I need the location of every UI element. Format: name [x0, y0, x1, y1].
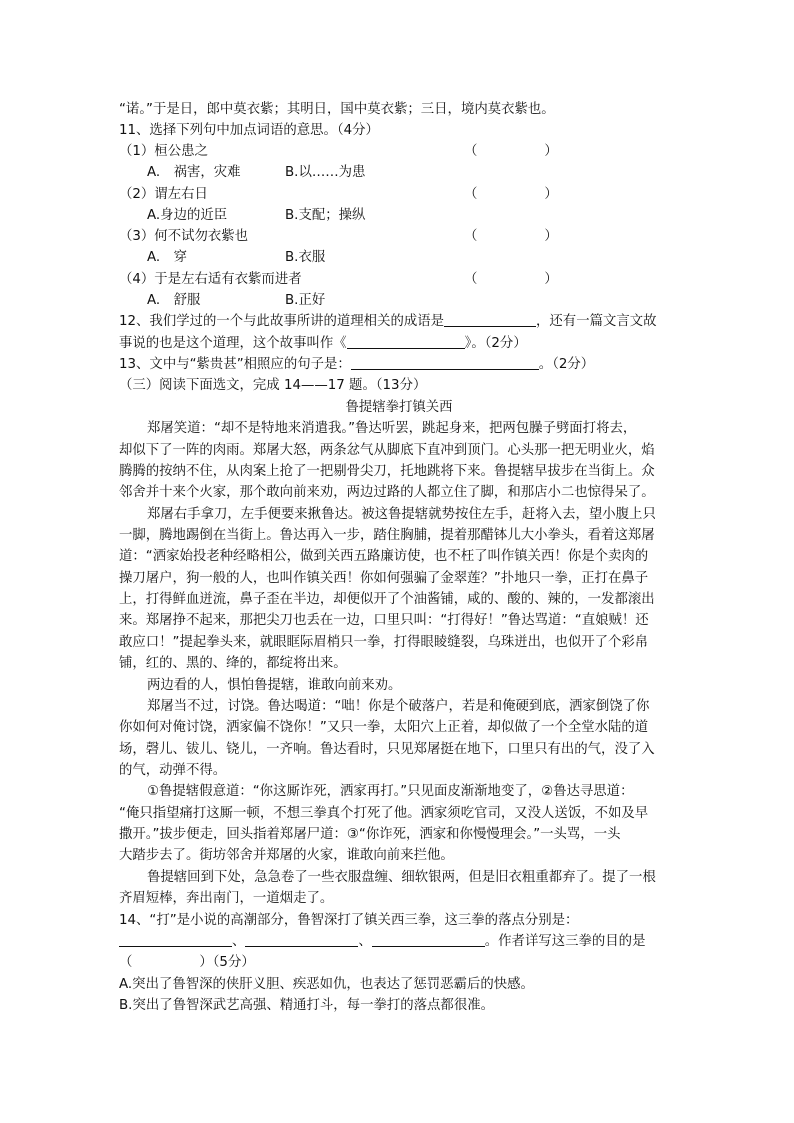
passage-line: 一脚，腾地踢倒在当街上。鲁达再入一步，踏住胸脯，提着那醋钵儿大小拳头，看着这郑屠 — [119, 528, 655, 543]
question-11-item-2 — [119, 184, 679, 206]
option-b: B.衣服 — [285, 250, 326, 265]
passage-line: 铺，红的、黑的、绛的，都绽将出来。 — [119, 656, 347, 671]
passage-line: 道：“洒家始投老种经略相公，做到关西五路廉访使，也不枉了叫作镇关西！你是个卖肉的 — [119, 549, 649, 564]
question-13 — [119, 354, 679, 376]
option-b: B.支配；操纵 — [285, 208, 366, 223]
answer-parentheses: （ ） — [464, 144, 558, 159]
answer-parentheses: （ ） — [464, 272, 558, 287]
answer-parentheses: （ ） — [464, 187, 558, 202]
question-14-answer-paren: （ ）（5分） — [119, 955, 255, 970]
item-text: （3）何不试勿衣紫也 — [119, 229, 249, 244]
item-text: （1）桓公患之 — [119, 144, 208, 159]
passage-line: 撒开。”拔步便走，回头指着郑屠尸道：③“你诈死，洒家和你慢慢理会。”一头骂，一头 — [119, 827, 621, 842]
separator: 、 — [358, 934, 372, 949]
passage-line: 郑屠右手拿刀，左手便要来揪鲁达。被这鲁提辖就势按住左手，赶将入去，望小腹上只 — [147, 507, 656, 522]
passage-line: 你如何对俺讨饶，洒家偏不饶你！”又只一拳，太阳穴上正着，却似做了一个全堂水陆的道 — [119, 720, 649, 735]
option-a: A. 舒服 — [147, 293, 201, 308]
passage-line: 上，打得鲜血迸流，鼻子歪在半边，却便似开了个油酱铺，咸的、酸的、辣的，一发都滚出 — [119, 592, 655, 607]
passage-line: 齐眉短棒，奔出南门，一道烟走了。 — [119, 891, 334, 906]
section-3-heading: （三）阅读下面选文，完成 14——17 题。（13分） — [119, 378, 427, 393]
question-12-line-1 — [119, 311, 679, 333]
answer-blank[interactable] — [245, 932, 358, 947]
passage-line: 郑屠当不过，讨饶。鲁达喝道：“咄！你是个破落户，若是和俺硬到底，洒家倒饶了你 — [147, 699, 650, 714]
passage-line: “俺只指望痛打这厮一顿，不想三拳真个打死了他。洒家须吃官司，又没人送饭，不如及早 — [119, 806, 649, 821]
passage-line: 腾腾的按纳不住，从肉案上抢了一把剔骨尖刀，托地跳将下来。鲁提辖早拔步在当街上。众 — [119, 464, 655, 479]
separator: 、 — [232, 934, 246, 949]
answer-blank[interactable] — [351, 355, 539, 370]
passage-line: 邻舍并十来个火家，那个敢向前来劝，两边过路的人都立住了脚，和那店小二也惊得呆了。 — [119, 485, 655, 500]
option-a: A. 穿 — [147, 250, 187, 265]
passage-line: ①鲁提辖假意道：“你这厮诈死，洒家再打。”只见面皮渐渐地变了，②鲁达寻思道： — [147, 784, 634, 799]
question-11-item-1 — [119, 141, 679, 163]
option-b: B.以……为患 — [285, 165, 366, 180]
question-text: 。（2分） — [538, 357, 595, 372]
question-text: 13、文中与“紫贵甚”相照应的句子是： — [119, 357, 351, 372]
item-text: （4）于是左右适有衣紫而进者 — [119, 272, 302, 287]
passage-line: 场，磬儿、钹儿、铙儿，一齐响。鲁达看时，只见郑屠挺在地下，口里只有出的气，没了入 — [119, 742, 655, 757]
question-11: 11、选择下列句中加点词语的意思。（4分） — [119, 123, 379, 138]
question-text: 》。（2分） — [464, 336, 527, 351]
question-text: ，还有一篇文言文故 — [536, 314, 657, 329]
item-text: （2）谓左右日 — [119, 187, 208, 202]
question-14-option-b: B.突出了鲁智深武艺高强、精通打斗，每一拳打的落点都很准。 — [119, 998, 494, 1013]
question-14-blanks — [119, 931, 679, 953]
question-11-options-2 — [147, 205, 707, 227]
passage-line: 操刀屠户，狗一般的人，也叫作镇关西！你如何强骗了金翠莲？”扑地只一拳，正打在鼻子 — [119, 571, 649, 586]
passage-line: 两边看的人，惧怕鲁提辖，谁敢向前来劝。 — [147, 678, 402, 693]
passage-line: 郑屠笑道：“却不是特地来消遣我。”鲁达听罢，跳起身来，把两包臊子劈面打将去， — [147, 421, 637, 436]
question-11-item-3 — [119, 226, 679, 248]
passage-line: 敢应口！”提起拳头来，就眼眶际眉梢只一拳，打得眼睖缝裂，乌珠迸出，也似开了个彩帛 — [119, 635, 649, 650]
option-a: A.身边的近臣 — [147, 208, 228, 223]
passage-line: 大踏步去了。街坊邻舍并郑屠的火家，谁敢向前来拦他。 — [119, 848, 454, 863]
question-text: 。作者详写这三拳的目的是 — [484, 934, 646, 949]
question-11-options-1 — [147, 162, 707, 184]
question-12-line-2 — [119, 333, 679, 355]
question-11-item-4 — [119, 269, 679, 291]
question-text: 12、我们学过的一个与此故事所讲的道理相关的成语是 — [119, 314, 445, 329]
answer-blank[interactable] — [119, 932, 232, 947]
option-a: A. 祸害，灾难 — [147, 165, 241, 180]
text-line: “诺。”于是日，郎中莫衣紫；其明日，国中莫衣紫；三日，境内莫衣紫也。 — [119, 102, 555, 117]
passage-line: 的气，动弹不得。 — [119, 763, 227, 778]
question-14-option-a: A.突出了鲁智深的侠肝义胆、疾恶如仇，也表达了惩罚恶霸后的快感。 — [119, 977, 534, 992]
passage-title: 鲁提辖拳打镇关西 — [345, 400, 453, 415]
question-14: 14、“打”是小说的高潮部分，鲁智深打了镇关西三拳，这三拳的落点分别是： — [119, 913, 579, 928]
question-11-options-4 — [147, 290, 707, 312]
answer-blank[interactable] — [347, 334, 465, 349]
passage-line: 鲁提辖回到下处，急急卷了一些衣服盘缠、细软银两，但是旧衣粗重都弃了。提了一根 — [147, 870, 656, 885]
passage-line: 却似下了一阵的肉雨。郑屠大怒，两条忿气从脚底下直冲到顶门。心头那一把无明业火，焰 — [119, 443, 655, 458]
question-text: 事说的也是这个道理，这个故事叫作《 — [119, 336, 347, 351]
answer-parentheses: （ ） — [464, 229, 558, 244]
answer-blank[interactable] — [372, 932, 485, 947]
passage-line: 来。郑屠挣不起来，那把尖刀也丢在一边，口里只叫：“打得好！”鲁达骂道：“直娘贼！还 — [119, 613, 649, 628]
option-b: B.正好 — [285, 293, 326, 308]
answer-blank[interactable] — [444, 312, 536, 327]
question-11-options-3 — [147, 247, 707, 269]
